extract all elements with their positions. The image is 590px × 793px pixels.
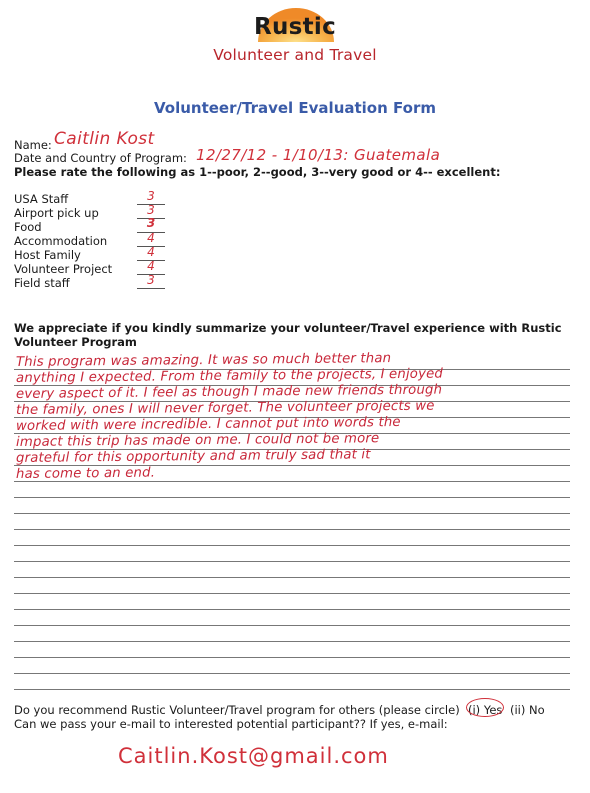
summary-line: worked with were incredible. I cannot put into words the: [15, 414, 401, 434]
rating-label-volunteer-project: Volunteer Project: [14, 262, 113, 276]
ruled-line: [14, 609, 570, 610]
summary-prompt: We appreciate if you kindly summarize your volunteer/Travel experience with Rustic: [14, 321, 562, 335]
ruled-line: [14, 673, 570, 674]
rating-label-host-family: Host Family: [14, 248, 81, 262]
rating-underline: [137, 288, 165, 289]
form-title: Volunteer/Travel Evaluation Form: [154, 99, 436, 117]
rating-value-field-staff: 3: [147, 273, 155, 287]
email-value: Caitlin.Kost@gmail.com: [118, 744, 389, 768]
summary-line: has come to an end.: [15, 465, 156, 482]
date-label: Date and Country of Program:: [14, 151, 187, 165]
ruled-line: [14, 689, 570, 690]
rating-label-airport-pickup: Airport pick up: [14, 206, 99, 220]
ruled-line: [14, 641, 570, 642]
recommend-option-no[interactable]: (ii) No: [510, 703, 545, 717]
rating-value-accommodation: 4: [147, 231, 155, 245]
rating-value-food: 3: [146, 216, 156, 230]
name-label: Name:: [14, 138, 52, 152]
summary-prompt-continued: Volunteer Program: [14, 335, 137, 349]
rating-instructions: Please rate the following as 1--poor, 2--good, 3--very good or 4-- excellent:: [14, 165, 501, 179]
recommend-option-yes[interactable]: (i) Yes: [468, 703, 503, 717]
ruled-line: [14, 513, 570, 514]
recommend-question: Do you recommend Rustic Volunteer/Travel program for others (please circle): [14, 703, 460, 717]
rating-value-volunteer-project: 4: [147, 259, 155, 273]
rating-label-field-staff: Field staff: [14, 276, 70, 290]
email-question: Can we pass your e-mail to interested potential participant?? If yes, e-mail:: [14, 717, 448, 731]
rating-label-accommodation: Accommodation: [14, 234, 108, 248]
ruled-line: [14, 561, 570, 562]
ruled-line: [14, 529, 570, 530]
summary-line: grateful for this opportunity and am truly sad that it: [15, 447, 371, 466]
summary-line: This program was amazing. It was so much better than: [15, 351, 392, 370]
rating-label-usa-staff: USA Staff: [14, 192, 69, 206]
ruled-line: [14, 577, 570, 578]
rating-value-usa-staff: 3: [147, 189, 155, 203]
rating-label-food: Food: [14, 220, 42, 234]
name-value: Caitlin Kost: [54, 129, 155, 149]
summary-line: the family, ones I will never forget. The volunteer projects we: [15, 398, 435, 418]
summary-line: every aspect of it. I feel as though I made new friends through: [15, 382, 443, 402]
ruled-line: [14, 593, 570, 594]
brand-tagline: Volunteer and Travel: [213, 46, 377, 64]
ruled-line: [14, 657, 570, 658]
ruled-line: [14, 497, 570, 498]
rating-value-airport-pickup: 3: [147, 203, 155, 217]
rating-value-host-family: 4: [147, 245, 155, 259]
summary-line: anything I expected. From the family to the projects, I enjoyed: [15, 366, 444, 386]
ruled-line: [14, 545, 570, 546]
date-value: 12/27/12 - 1/10/13: Guatemala: [196, 146, 441, 164]
ruled-line: [14, 625, 570, 626]
yes-circle-mark: [466, 698, 504, 717]
brand-name: Rustic: [253, 14, 337, 40]
summary-line: impact this trip has made on me. I could not be more: [15, 431, 380, 450]
